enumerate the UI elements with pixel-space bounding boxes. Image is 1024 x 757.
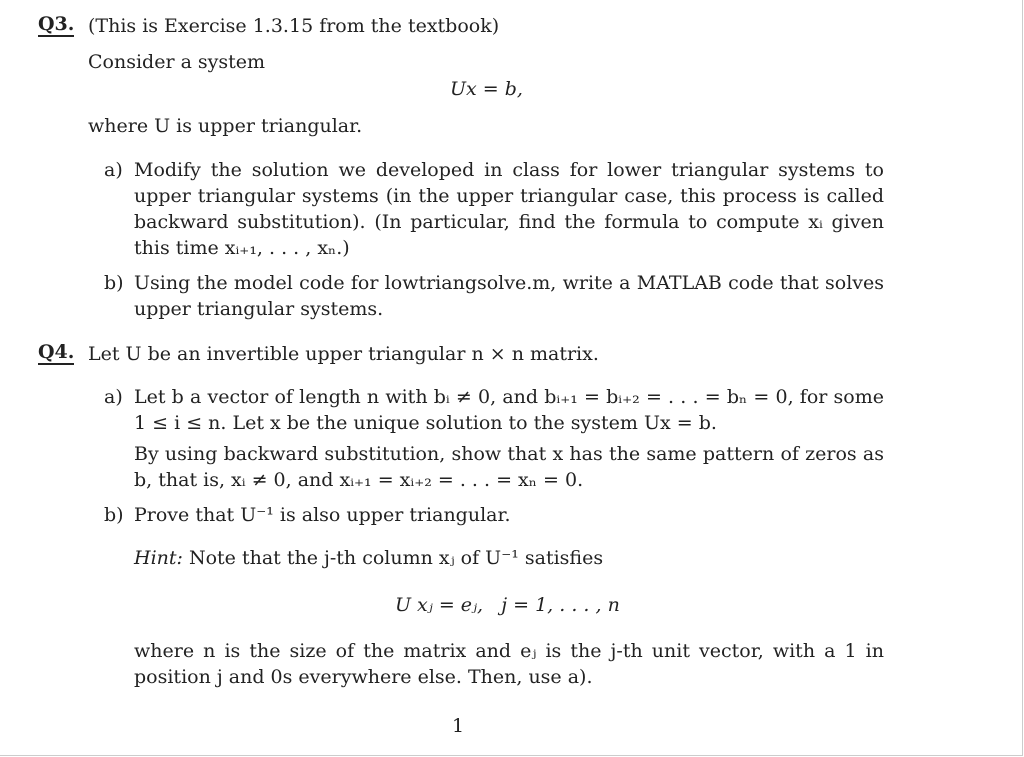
q4-a-text1: Let b a vector of length n with bᵢ ≠ 0, and bᵢ₊₁ = bᵢ₊₂ = . . . = bₙ = 0, for some 1 ≤ i ≤ n. Let x be the unique solution to the system Ux = b. <box>134 386 884 434</box>
q3-number: Q3. <box>38 13 75 35</box>
hint-label: Hint: <box>134 547 183 569</box>
q3-consider: Consider a system <box>88 51 266 73</box>
page-number: 1 <box>452 715 465 737</box>
hint-equation: U xⱼ = eⱼ, j = 1, . . . , n <box>395 594 620 616</box>
hint-after: where n is the size of the matrix and eⱼ is the j-th unit vector, with a 1 in position j and 0s everywhere else. Then, use a). <box>134 640 884 688</box>
q4-intro: Let U be an invertible upper triangular n × n matrix. <box>88 343 599 365</box>
q3-a-text: Modify the solution we developed in class for lower triangular systems to upper triangular systems (in the upper triangular case, this process is called backward substitution). (In particular, find the formula to compute xᵢ given this time xᵢ₊₁, . . . , xₙ.) <box>134 159 884 259</box>
hint-text: Note that the j-th column xⱼ of U⁻¹ satisfies <box>188 547 604 569</box>
q4-number: Q4. <box>38 341 75 363</box>
q3-a-label: a) <box>104 159 123 181</box>
hint-line <box>134 545 603 571</box>
q4-b-label: b) <box>104 504 124 526</box>
q3-equation: Ux = b, <box>450 78 523 100</box>
q4-a-label: a) <box>104 386 123 408</box>
q4-b-text: Prove that U⁻¹ is also upper triangular. <box>134 504 511 526</box>
q4-a-text2: By using backward substitution, show that x has the same pattern of zeros as b, that is, xᵢ ≠ 0, and xᵢ₊₁ = xᵢ₊₂ = . . . = xₙ = 0. <box>134 443 884 491</box>
q3-intro: (This is Exercise 1.3.15 from the textbook) <box>88 15 500 37</box>
q3-b-text: Using the model code for lowtriangsolve.m, write a MATLAB code that solves upper triangular systems. <box>134 272 884 320</box>
q3-b-label: b) <box>104 272 124 294</box>
q3-where: where U is upper triangular. <box>88 115 363 137</box>
